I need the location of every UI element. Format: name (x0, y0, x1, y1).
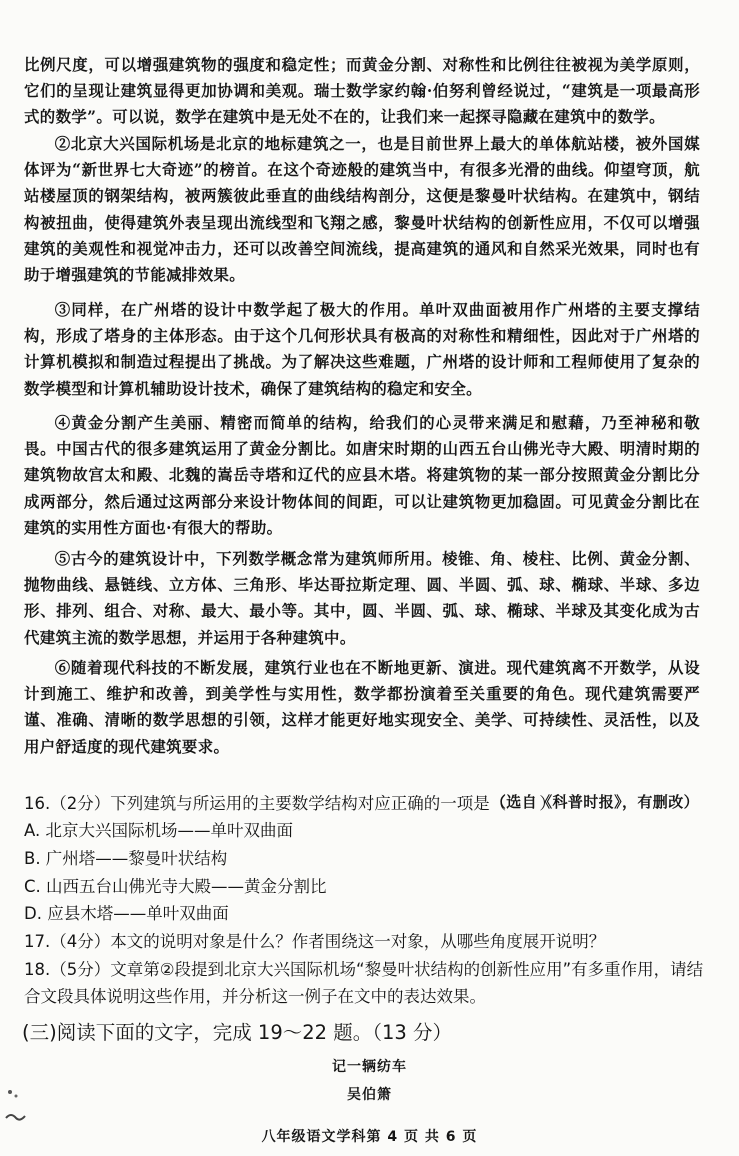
paragraph-5: ⑤古今的建筑设计中，下列数学概念常为建筑师所用。棱锥、角、棱柱、比例、黄金分割、抛物曲线、悬链线、立方体、三角形、毕达哥拉斯定理、圆、半圆、弧、球、椭球、半球、多边形、排列、组合、对称、最大、最小等。其中，圆、半圆、弧、球、椭球、半球及其变化成为古代建筑主流的数学思想，并运用于各种建筑中。 (24, 550, 700, 647)
section-3-heading: (三)阅读下面的文字，完成 19～22 题。（13 分） (22, 1021, 453, 1044)
paragraph-6: ⑥随着现代科技的不断发展，建筑行业也在不断地更新、演进。现代建筑离不开数学，从设计到施工、维护和改善，到美学性与实用性，数学都扮演着至关重要的角色。现代建筑需要严谨、准确、清晰的数学思想的引领，这样才能更好地实现安全、美学、可持续性、灵活性，以及用户舒适度的现代建筑要求。 (24, 659, 700, 756)
question-16-option-b: B. 广州塔——黎曼叶状结构 (24, 849, 228, 868)
page-footer: 八年级语文学科第 4 页 共 6 页 (261, 1129, 478, 1145)
paragraph-intro: 比例尺度，可以增强建筑物的强度和稳定性；而黄金分割、对称性和比例往往被视为美学原则，它们的呈现让建筑显得更加协调和美观。瑞士数学家约翰·伯努利曾经说过，“建筑是一项最高形式的数学”。可以说，数学在建筑中是无处不在的，让我们来一起探寻隐藏在建筑中的数学。 (24, 56, 700, 127)
paragraph-2: ②北京大兴国际机场是北京的地标建筑之一，也是目前世界上最大的单体航站楼，被外国媒体评为“新世界七大奇迹”的榜首。在这个奇迹般的建筑当中，有很多光滑的曲线。仰望穹顶，航站楼屋顶的钢架结构，被两簇彼此垂直的曲线结构剖分，这便是黎曼叶状结构。在建筑中，钢结构被扭曲，使得建筑外表呈现出流线型和飞翔之感，黎曼叶状结构的创新性应用，不仅可以增强建筑的美观性和视觉冲击力，还可以改善空间流线，提高建筑的通风和自然采光效果，同时也有助于增强建筑的节能减排效果。 (24, 135, 700, 285)
question-16: 16.（2分）下列建筑与所运用的主要数学结构对应正确的一项是（ ） (24, 794, 556, 813)
question-16-option-d: D. 应县木塔——单叶双曲面 (24, 904, 229, 923)
question-16-option-c: C. 山西五台山佛光寺大殿——黄金分割比 (24, 877, 327, 896)
scan-smudge (4, 1082, 30, 1132)
paragraph-3: ③同样，在广州塔的设计中数学起了极大的作用。单叶双曲面被用作广州塔的主要支撑结构，形成了塔身的主体形态。由于这个几何形状具有极高的对称性和精细性，因此对于广州塔的计算机模拟和制造过程提出了挑战。为了解决这些难题，广州塔的设计师和工程师使用了复杂的数学模型和计算机辅助设计技术，确保了建筑结构的稳定和安全。 (24, 301, 700, 398)
question-16-option-a: A. 北京大兴国际机场——单叶双曲面 (24, 821, 293, 840)
question-18: 18.（5分）文章第②段提到北京大兴国际机场“黎曼叶状结构的创新性应用”有多重作用，请结合文段具体说明这些作用，并分析这一例子在文中的表达效果。 (24, 960, 704, 1006)
article-source: （选自《科普时报》，有删改） (490, 793, 699, 811)
paragraph-4: ④黄金分割产生美丽、精密而简单的结构，给我们的心灵带来满足和慰藉，乃至神秘和敬畏。中国古代的很多建筑运用了黄金分割比。如唐宋时期的山西五台山佛光寺大殿、明清时期的建筑物故宫太和殿、北魏的嵩岳寺塔和辽代的应县木塔。将建筑物的某一部分按照黄金分割比分成两部分，然后通过这两部分来设计物体间的间距，可以让建筑物更加稳固。可见黄金分割比在建筑的实用性方面也·有很大的帮助。 (24, 414, 700, 537)
passage-title: 记一辆纺车 (332, 1059, 407, 1075)
passage-author: 吴伯箫 (347, 1087, 392, 1103)
question-17: 17.（4分）本文的说明对象是什么？作者围绕这一对象，从哪些角度展开说明？ (24, 932, 606, 951)
